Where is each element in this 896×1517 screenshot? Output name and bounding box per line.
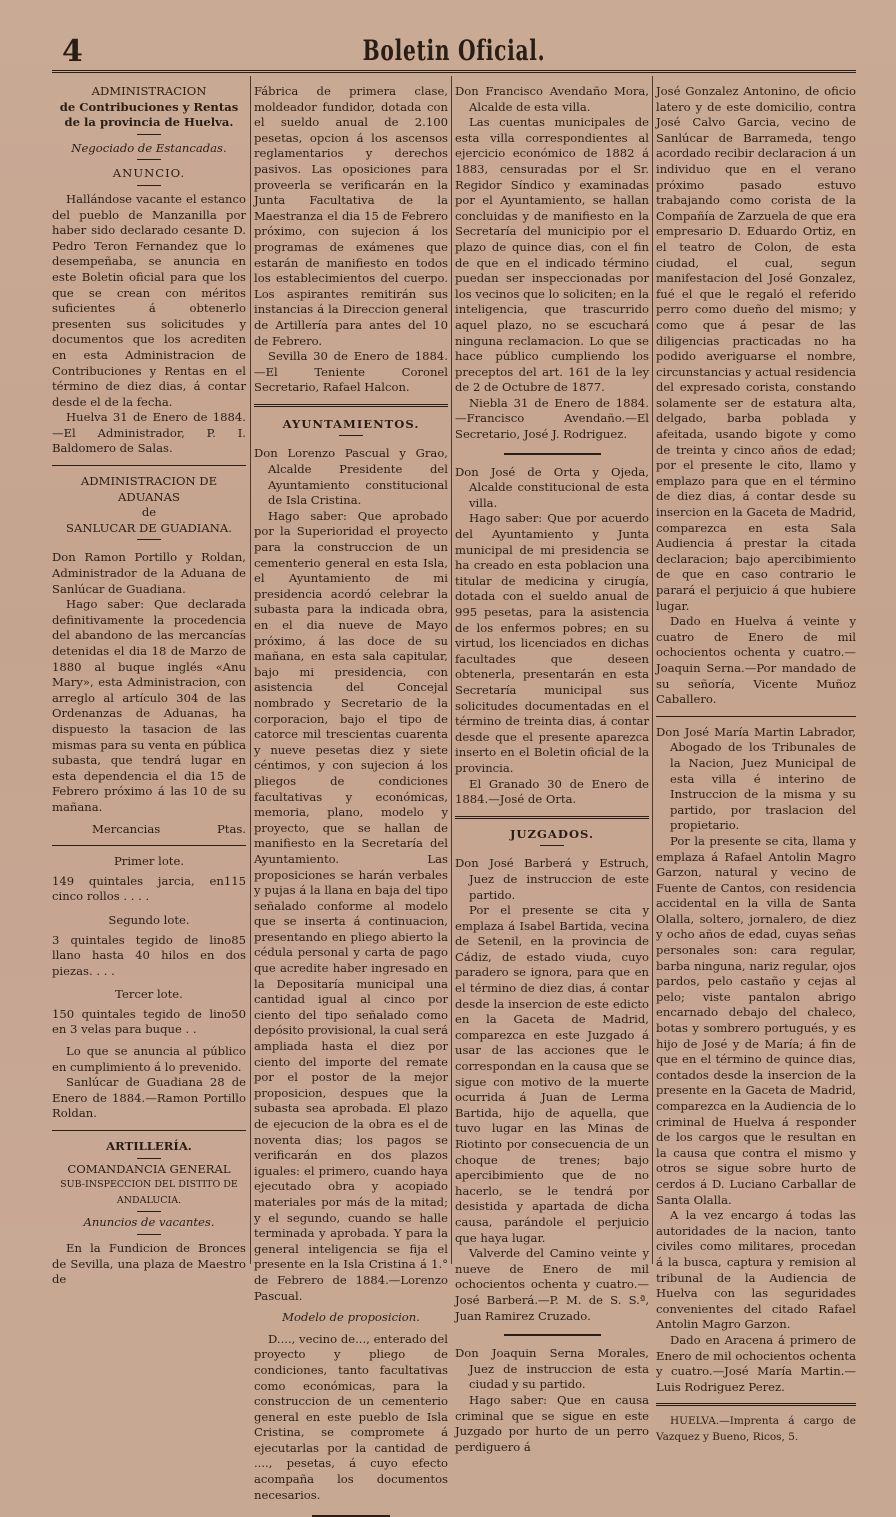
- article-text: Hago saber: Que aprobado por la Superioridad el proyecto para la construccion de un cementerio general en esta Isla, el Ayuntamiento de mi presidencia acordó celebrar la subasta para la indicada obra, en el dia nueve de Mayo próximo, á las doce de su mañana, en esta sala capitular, bajo mi presidencia, con asistencia del Concejal nombrado y Secretario de la corporacion, bajo el tipo de catorce mil trescientas cuarenta y nueve pesetas diez y siete céntimos, y con sujecion á los pliegos de condiciones facultativas y económicas, memoria, plano, modelo y proyecto, que se hallan de manifiesto en la Secretaría del Ayuntamiento. Las proposiciones se harán verbales y pujas á la llana en baja del tipo señalado conforme al modelo que se inserta á continuacion, presentando en pliego abierto la cédula personal y carta de pago que acredite haber ingresado en la Depositaría municipal una cantidad igual al cinco por ciento del tipo señalado como depósito provisional, la cual será ampliada hasta el diez por ciento del importe del remate por el postor de la mejor proposicion, despues que la subasta sea aprobada. El plazo de ejecucion de la obra es el de noventa dias; los pagos se verificarán en dos plazos iguales: el primero, cuando haya ejecutado obra y acopiado materiales por más de la mitad; y el segundo, cuando se halle terminada y aprobada. Y para la general inteligencia se fija el presente en la Isla Cristina á 1.° de Febrero de 1884.—Lorenzo Pascual.: [254, 508, 448, 1303]
- section-heading: SANLUCAR DE GUADIANA.: [66, 520, 232, 535]
- column-3: [455, 84, 649, 1454]
- subheading: Negociado de Estancadas.: [71, 140, 227, 155]
- lot-heading: Segundo lote.: [108, 912, 190, 927]
- article-intro: Don Joaquin Serna Morales, Juez de instruccion de esta ciudad y su partido.: [455, 1346, 649, 1392]
- article-text: Hago saber: Que declarada definitivamente la procedencia del abandono de las mercancías detenidas el dia 18 de Marzo de 1880 al buque inglés «Anu Mary», esta Administracion, con arreglo al artículo 304 de las Ordenanzas de Aduanas, ha dispuesto la tasacion de las mismas para su venta en pública subasta, que tendrá lugar en esta dependencia el dia 15 de Febrero próximo á las 10 de su mañana.: [52, 597, 246, 814]
- divider: [52, 465, 246, 466]
- article-text: Hago saber: Que en causa criminal que se sigue en este Juzgado por hurto de un perro perdiguero á: [455, 1392, 649, 1454]
- article-signature: Niebla 31 de Enero de 1884.—Francisco Avendaño.—El Secretario, José J. Rodriguez.: [455, 395, 649, 442]
- article-text: José Gonzalez Antonino, de oficio latero y de este domicilio, contra José Calvo Garcia, vecino de Sanlúcar de Barrameda, tengo acordado recibir declaracion á un individuo que en el verano próximo pasado estuvo trabajando como corista de la Compañía de Zarzuela de que era empresario D. Eduardo Ortiz, en el teatro de Colon, de esta ciudad, el cual, segun manifestacion del José Gonzalez, fué el que le regaló el referido perro como dueño del mismo; y como que á pesar de las diligencias practicadas no ha podido averiguarse el nombre, circunstancias y actual residencia del expresado corista, constando solamente ser de estatura alta, delgado, barba poblada y afeitada, usando bigote y como de treinta y cinco años de edad; por el presente le cito, llamo y emplazo para que en el término de diez dias, á contar desde su insercion en la Gaceta de Madrid, comparezca en esta Sala Audiencia á prestar la citada declaracion; bajo apercibimiento de que en caso contrario le parará el perjuicio á que hubiere lugar.: [656, 84, 856, 613]
- article-text: Dado en Huelva á veinte y cuatro de Enero de mil ochocientos ochenta y cuatro.—Joaquin Serna.—Por mandado de su señoría, Vicente Muñoz Caballero.: [656, 614, 856, 707]
- article-signature: Huelva 31 de Enero de 1884.—El Administrador, P. I. Baldomero de Salas.: [52, 410, 246, 456]
- article-text: Don Ramon Portillo y Roldan, Administrador de la Aduana de Sanlúcar de Guadiana.: [52, 550, 246, 596]
- column-header: Mercancias: [92, 821, 161, 836]
- subheading: Modelo de proposicion.: [282, 1310, 420, 1325]
- divider: [137, 1211, 161, 1212]
- divider: [504, 1334, 601, 1336]
- newspaper-title: Boletin Oficial.: [362, 34, 546, 67]
- divider: [137, 159, 161, 160]
- section-heading: ADMINISTRACION: [91, 84, 207, 98]
- section-heading: JUZGADOS.: [509, 826, 595, 841]
- article-text: Las cuentas municipales de esta villa correspondientes al ejercicio económico de 1882 á 1883, censuradas por el Sr. Regidor Síndico y examinadas por el Ayuntamiento, se hallan concluidas y de manifiesto en la Secretaría del municipio por el plazo de quince dias, con el fin de que en el indicado término puedan ser inspeccionadas por los vecinos que lo soliciten; en la inteligencia, que trascurrido aquel plazo, no se escuchará ninguna reclamacion. Lo que se hace público cumpliendo los preceptos del art. 161 de la ley de 2 de Octubre de 1877.: [455, 115, 649, 395]
- section-heading: ARTILLERÍA.: [106, 1139, 192, 1154]
- header-rule: [52, 70, 856, 73]
- section-heading: de: [141, 505, 157, 520]
- divider: [540, 845, 564, 846]
- column-2: [254, 84, 448, 1502]
- article-intro: Don Lorenzo Pascual y Grao, Alcalde Presidente del Ayuntamiento constitucional de Isla Cristina.: [254, 446, 448, 508]
- article-intro: Don José María Martin Labrador, Abogado de los Tribunales de la Nacion, Juez Municipal de esta villa é interino de Instruccion de la misma y su partido, por traslacion del propietario.: [656, 724, 856, 833]
- column-divider: [250, 76, 251, 1264]
- divider: [137, 185, 161, 186]
- article-signature: Sanlúcar de Guadiana 28 de Enero de 1884.—Ramon Portillo Roldan.: [52, 1075, 246, 1121]
- section-heading: AYUNTAMIENTOS.: [282, 416, 420, 431]
- divider: [137, 1158, 161, 1159]
- article-text: Fábrica de primera clase, moldeador fundidor, dotada con el sueldo anual de 2.100 pesetas, opcion á los ascensos reglamentarios y derechos pasivos. Las oposiciones para proveerla se verificarán en la Junta Facultativa de la Maestranza el dia 15 de Febrero próximo, con sujecion á los programas de exámenes que estarán de manifiesto en todos los establecimientos del cuerpo. Los aspirantes remitirán sus instancias á la Direccion general de Artillería para antes del 10 de Febrero.: [254, 84, 448, 348]
- lot-item: 50 150 quintales tegido de lino en 3 velas para buque . .: [52, 1006, 246, 1037]
- divider: [656, 1403, 856, 1406]
- article-text: Hallándose vacante el estanco del pueblo de Manzanilla por haber sido declarado cesante D. Pedro Teron Fernandez que lo desempeñaba, se anuncia en este Boletin oficial para que los que se crean con méritos suficientes á obtenerlo presenten sus solicitudes y documentos que los acrediten en esta Administracion de Contribuciones y Rentas en el término de diez dias, á contar desde el de la fecha.: [52, 191, 246, 409]
- divider: [137, 539, 161, 540]
- lot-item: 115 149 quintales jarcia, en cinco rollos . . . .: [52, 873, 246, 904]
- imprint: HUELVA.—Imprenta á cargo de Vazquez y Bueno, Ricos, 5.: [656, 1415, 856, 1443]
- article-text: En la Fundicion de Bronces de Sevilla, una plaza de Maestro de: [52, 1241, 246, 1287]
- subheading: Anuncios de vacantes.: [83, 1215, 215, 1230]
- divider: [137, 1234, 161, 1235]
- divider: [455, 816, 649, 819]
- section-heading: de Contribuciones y Rentas: [59, 99, 239, 114]
- notice-heading: ANUNCIO.: [112, 166, 186, 181]
- divider: [52, 845, 246, 846]
- article-text: D...., vecino de..., enterado del proyecto y pliego de condiciones, tanto facultativas como económicas, para la construccion de un cementerio general en este pueblo de Isla Cristina, se compromete á ejecutarlas por la cantidad de ...., pesetas, á cuyo efecto acompaña los documentos necesarios.: [254, 1331, 448, 1502]
- column-divider: [652, 76, 653, 1264]
- table-header: [52, 822, 246, 838]
- divider: [339, 435, 363, 436]
- article-intro: Don José Barberá y Estruch, Juez de instruccion de este partido.: [455, 856, 649, 902]
- section-heading: de la provincia de Huelva.: [64, 115, 234, 130]
- article-signature: Dado en Aracena á primero de Enero de mil ochocientos ochenta y cuatro.—José María Martin.—Luis Rodriguez Perez.: [656, 1332, 856, 1394]
- section-heading: SUB-INSPECCION DEL DISTITO DE ANDALUCIA.: [60, 1179, 238, 1206]
- article-text: A la vez encargo á todas las autoridades de la nacion, tanto civiles como militares, procedan á la busca, captura y remision al tribunal de la Audiencia de Huelva con las seguridades convenientes del citado Rafael Antolin Magro Garzon.: [656, 1208, 856, 1332]
- article-signature: Sevilla 30 de Enero de 1884.—El Teniente Coronel Secretario, Rafael Halcon.: [254, 349, 448, 395]
- page-header: [52, 28, 856, 72]
- divider: [137, 134, 161, 135]
- lot-heading: Primer lote.: [113, 854, 185, 869]
- column-header: Ptas.: [216, 821, 246, 836]
- article-signature: El Granado 30 de Enero de 1884.—José de Orta.: [455, 776, 649, 807]
- lot-item: 85 3 quintales tegido de lino llano hasta 40 hilos en dos piezas. . . .: [52, 932, 246, 978]
- section-heading: ADMINISTRACION DE ADUANAS: [80, 474, 218, 504]
- column-1: [52, 84, 246, 1287]
- divider: [254, 404, 448, 407]
- section-heading: COMANDANCIA GENERAL: [67, 1161, 231, 1176]
- lot-heading: Tercer lote.: [115, 987, 183, 1002]
- article-text: Por la presente se cita, llama y emplaza á Rafael Antolin Magro Garzon, natural y vecino de Fuente de Cantos, con residencia accidental en la villa de Santa Olalla, soltero, jornalero, de diez y ocho años de edad, cuyas señas personales son: cara regular, barba ninguna, nariz regular, ojos pardos, pelo castaño y cejas al pelo; viste pantalon abrigo encarnado debajo del chaleco, botas y sombrero portugués, y es hijo de José y de María; á fin de que en el término de quince dias, contados desde la insercion de la presente en la Gaceta de Madrid, comparezca en la Audiencia de lo criminal de Huelva á responder de los cargos que le resultan en la causa que contra el mismo y otros se sigue sobre hurto de cerdos á D. Luciano Carballar de Santa Olalla.: [656, 833, 856, 1207]
- divider: [656, 716, 856, 717]
- column-4: [656, 84, 856, 1443]
- article-text: Hago saber: Que por acuerdo del Ayuntamiento y Junta municipal de mi presidencia se ha creado en esta poblacion una titular de medicina y cirugía, dotada con el sueldo anual de 995 pesetas, para la asistencia de los enfermos pobres; en su virtud, los licenciados en dichas facultades que deseen obtenerla, presentarán en esta Secretaría municipal sus solicitudes documentadas en el término de treinta dias, á contar desde que el presente aparezca inserto en el Boletin oficial de la provincia.: [455, 511, 649, 775]
- article-text: Por el presente se cita y emplaza á Isabel Bartida, vecina de Setenil, en la provincia de Cádiz, de estado viuda, cuyo paradero se ignora, para que en el término de diez dias, á contar desde la insercion de este edicto en la Gaceta de Madrid, comparezca en este Juzgado á usar de las acciones que le correspondan en la causa que se sigue con motivo de la muerte ocurrida á Juan de Lerma Bartida, hijo de aquella, que tuvo lugar en las Minas de Riotinto por consecuencia de un choque de trenes; bajo apercibimiento que de no hacerlo, se le tendrá por desistida y apartada de dicha causa, parándole el perjuicio que haya lugar.: [455, 903, 649, 1245]
- column-divider: [451, 76, 452, 1264]
- page-number: 4: [62, 34, 83, 69]
- article-signature: Valverde del Camino veinte y nueve de Enero de mil ochocientos ochenta y cuatro.—José Barberá.—P. M. de S. S.ª, Juan Ramirez Cruzado.: [455, 1246, 649, 1323]
- article-intro: Don José de Orta y Ojeda, Alcalde constitucional de esta villa.: [455, 464, 649, 510]
- article-text: Lo que se anuncia al público en cumplimiento á lo prevenido.: [52, 1044, 246, 1074]
- divider: [52, 1130, 246, 1131]
- article-intro: Don Francisco Avendaño Mora, Alcalde de esta villa.: [455, 84, 649, 114]
- divider: [504, 453, 601, 455]
